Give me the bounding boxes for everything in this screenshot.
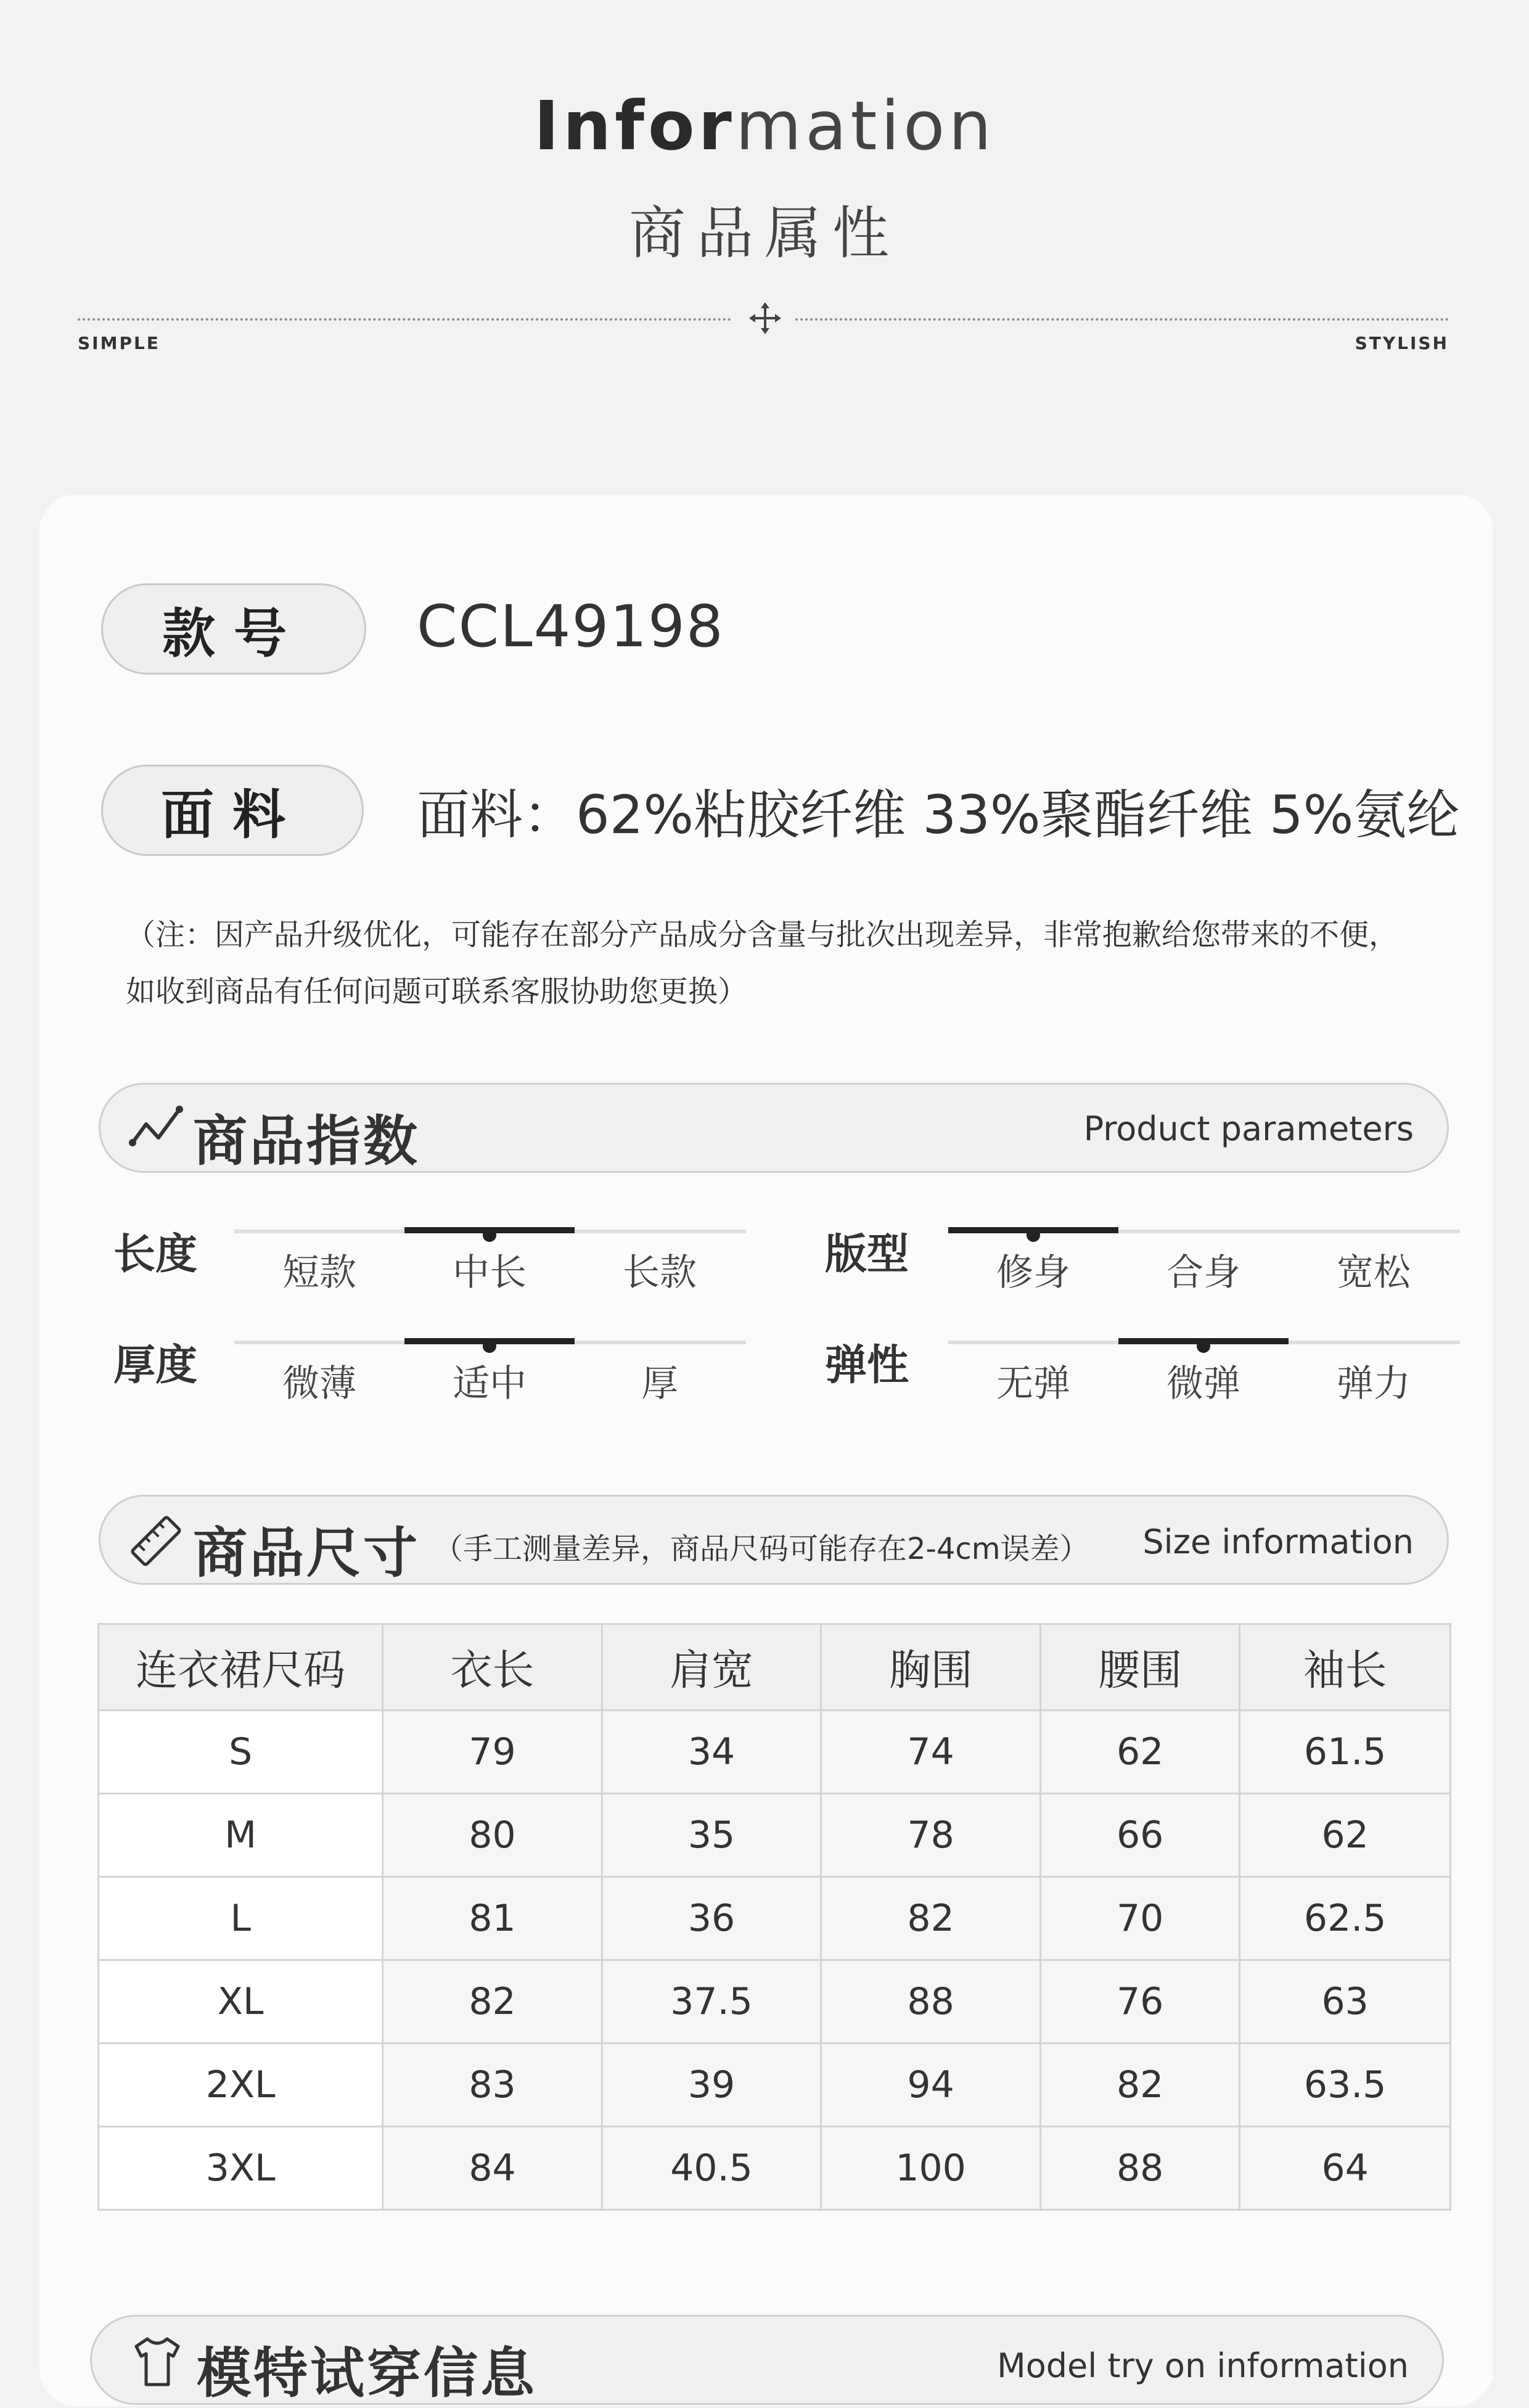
size-value-cell: 100 <box>821 2127 1041 2210</box>
note-line-1: （注：因产品升级优化，可能存在部分产品成分含量与批次出现差异，非常抱歉给您带来的不便， <box>126 918 1399 952</box>
title-en-light: mation <box>735 86 996 165</box>
index-option: 厚 <box>641 1362 678 1405</box>
tshirt-icon <box>129 2333 186 2390</box>
size-value-cell: 88 <box>821 1960 1041 2044</box>
size-value-cell: 64 <box>1240 2127 1451 2210</box>
size-table-row <box>99 2127 1451 2210</box>
index-option: 适中 <box>453 1362 527 1405</box>
size-table-header-cell: 衣长 <box>383 1624 602 1711</box>
size-table-row <box>99 1711 1451 1794</box>
model-try-on-title: 模特试穿信息 <box>197 2341 538 2405</box>
index-option: 微薄 <box>282 1362 356 1405</box>
size-value-cell: 37.5 <box>602 1960 821 2044</box>
size-table-header-row <box>99 1624 1451 1711</box>
size-label-cell: 2XL <box>99 2044 383 2127</box>
index-option: 微弹 <box>1166 1362 1240 1405</box>
size-table-row <box>99 1877 1451 1960</box>
size-value-cell: 83 <box>383 2044 602 2127</box>
index-label: 厚度 <box>113 1341 198 1390</box>
product-index-header <box>99 1083 1449 1173</box>
size-table-row <box>99 1794 1451 1877</box>
move-cross-icon <box>748 301 782 335</box>
index-option: 宽松 <box>1337 1251 1411 1294</box>
index-option: 长款 <box>623 1251 697 1294</box>
index-selected-dot <box>483 1228 496 1242</box>
index-option: 中长 <box>453 1251 527 1294</box>
caption-stylish: STYLISH <box>1355 333 1449 353</box>
size-value-cell: 62.5 <box>1240 1877 1451 1960</box>
size-value-cell: 80 <box>383 1794 602 1877</box>
index-selected-dot <box>483 1339 496 1353</box>
size-value-cell: 36 <box>602 1877 821 1960</box>
size-value-cell: 84 <box>383 2127 602 2210</box>
product-index-title-en: Product parameters <box>1083 1109 1414 1148</box>
size-label-cell: L <box>99 1877 383 1960</box>
size-label-cell: 3XL <box>99 2127 383 2210</box>
ruler-icon <box>128 1513 184 1569</box>
product-index-title: 商品指数 <box>193 1109 420 1173</box>
size-value-cell: 78 <box>821 1794 1041 1877</box>
index-selected-dot <box>1027 1228 1040 1242</box>
size-label-cell: M <box>99 1794 383 1877</box>
fabric-value: 面料：62%粘胶纤维 33%聚酯纤维 5%氨纶 <box>417 784 1460 846</box>
model-number-value: CCL49198 <box>417 593 724 660</box>
index-label: 长度 <box>113 1230 198 1279</box>
size-value-cell: 88 <box>1040 2127 1240 2210</box>
size-value-cell: 63.5 <box>1240 2044 1451 2127</box>
index-label: 版型 <box>825 1230 909 1279</box>
size-value-cell: 81 <box>383 1877 602 1960</box>
size-value-cell: 82 <box>821 1877 1041 1960</box>
size-table-header-cell: 腰围 <box>1040 1624 1240 1711</box>
size-info-subtitle: （手工测量差异，商品尺码可能存在2-4cm误差） <box>433 1532 1089 1566</box>
note-line-2: 如收到商品有任何问题可联系客服协助您更换） <box>126 974 748 1009</box>
size-value-cell: 62 <box>1240 1794 1451 1877</box>
size-table-row <box>99 1960 1451 2044</box>
trend-line-icon <box>128 1099 184 1156</box>
size-table-header-cell: 袖长 <box>1240 1624 1451 1711</box>
size-label-cell: XL <box>99 1960 383 2044</box>
size-value-cell: 40.5 <box>602 2127 821 2210</box>
size-value-cell: 39 <box>602 2044 821 2127</box>
size-value-cell: 66 <box>1040 1794 1240 1877</box>
size-table <box>97 1623 1451 2211</box>
size-value-cell: 62 <box>1040 1711 1240 1794</box>
divider-left <box>78 318 731 321</box>
index-label: 弹性 <box>825 1341 909 1390</box>
index-selected-dot <box>1197 1339 1210 1353</box>
size-value-cell: 94 <box>821 2044 1041 2127</box>
size-value-cell: 79 <box>383 1711 602 1794</box>
size-value-cell: 34 <box>602 1711 821 1794</box>
size-info-title: 商品尺寸 <box>193 1521 420 1585</box>
size-value-cell: 74 <box>821 1711 1041 1794</box>
size-value-cell: 76 <box>1040 1960 1240 2044</box>
index-option: 修身 <box>996 1251 1070 1294</box>
size-value-cell: 35 <box>602 1794 821 1877</box>
page-title-en <box>0 86 1529 165</box>
size-table-header-cell: 胸围 <box>821 1624 1041 1711</box>
model-try-on-title-en: Model try on information <box>997 2346 1409 2385</box>
divider-right <box>795 318 1449 321</box>
size-value-cell: 61.5 <box>1240 1711 1451 1794</box>
fabric-label: 面料 <box>101 765 364 856</box>
model-number-label: 款号 <box>101 583 366 675</box>
model-try-on-header <box>90 2315 1444 2405</box>
size-value-cell: 70 <box>1040 1877 1240 1960</box>
size-info-title-en: Size information <box>1142 1522 1414 1561</box>
size-table-header-cell: 肩宽 <box>602 1624 821 1711</box>
index-option: 无弹 <box>996 1362 1070 1405</box>
page-title-cn: 商品属性 <box>628 200 900 266</box>
size-label-cell: S <box>99 1711 383 1794</box>
size-value-cell: 63 <box>1240 1960 1451 2044</box>
title-en-bold: Infor <box>533 86 736 165</box>
index-option: 短款 <box>282 1251 356 1294</box>
size-value-cell: 82 <box>383 1960 602 2044</box>
index-option: 合身 <box>1166 1251 1240 1294</box>
size-table-header-cell: 连衣裙尺码 <box>99 1624 383 1711</box>
size-value-cell: 82 <box>1040 2044 1240 2127</box>
caption-simple: SIMPLE <box>78 333 160 353</box>
size-table-row <box>99 2044 1451 2127</box>
size-info-header <box>99 1495 1449 1585</box>
index-option: 弹力 <box>1337 1362 1411 1405</box>
